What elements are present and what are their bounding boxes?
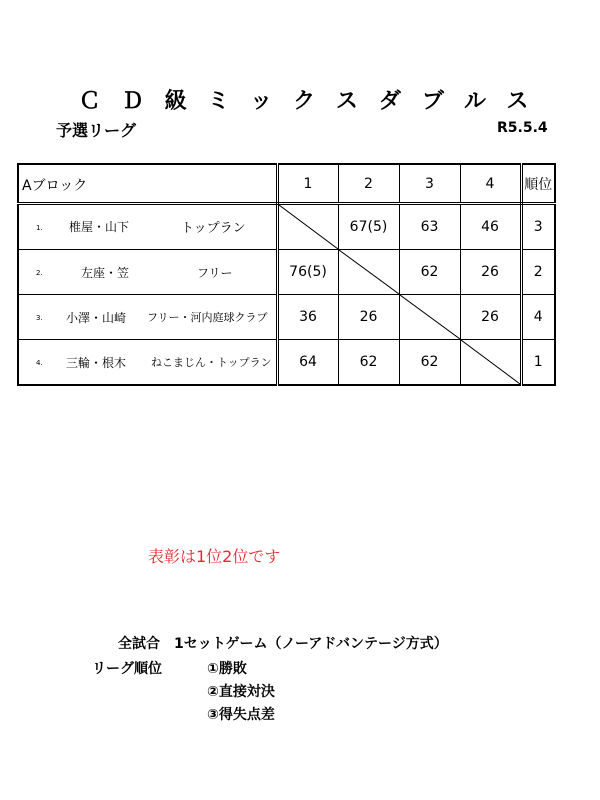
score-cell: 26 bbox=[460, 295, 521, 340]
player-cell bbox=[18, 204, 277, 250]
score-cell-blank bbox=[399, 295, 460, 340]
score-cell-blank bbox=[277, 204, 338, 250]
score-cell-blank bbox=[460, 340, 521, 386]
rank-cell: 3 bbox=[521, 204, 555, 250]
diagonal-line bbox=[339, 250, 399, 294]
player-number: 2. bbox=[36, 269, 43, 277]
table-row bbox=[18, 340, 555, 386]
score-cell: 76(5) bbox=[277, 250, 338, 295]
score-cell: 63 bbox=[399, 204, 460, 250]
page-title: ＣＤ級ミックスダブルス bbox=[78, 89, 550, 114]
player-names: 小澤・山崎 bbox=[66, 311, 127, 325]
score-cell: 26 bbox=[338, 295, 399, 340]
score-cell: 36 bbox=[277, 295, 338, 340]
player-number: 1. bbox=[36, 224, 43, 232]
ranking-criterion: ③得失点差 bbox=[207, 707, 275, 723]
table-row bbox=[18, 204, 555, 250]
player-cell bbox=[18, 340, 277, 386]
player-number: 3. bbox=[36, 314, 43, 322]
score-cell-blank bbox=[338, 250, 399, 295]
score-cell: 62 bbox=[338, 340, 399, 386]
rank-cell: 2 bbox=[521, 250, 555, 295]
player-names: 椎屋・山下 bbox=[69, 220, 130, 234]
player-team: フリー bbox=[197, 266, 233, 280]
column-header-4: 4 bbox=[460, 164, 521, 204]
player-cell bbox=[18, 250, 277, 295]
subtitle: 予選リーグ bbox=[56, 121, 137, 140]
block-label: Aブロック bbox=[18, 164, 277, 204]
player-names: 左座・笠 bbox=[81, 266, 130, 280]
rank-cell: 4 bbox=[521, 295, 555, 340]
score-cell: 46 bbox=[460, 204, 521, 250]
diagonal-line bbox=[400, 295, 460, 339]
column-header-1: 1 bbox=[277, 164, 338, 204]
player-team: フリー・河内庭球クラブ bbox=[147, 311, 268, 324]
ranking-label: リーグ順位 bbox=[92, 661, 162, 677]
column-header-3: 3 bbox=[399, 164, 460, 204]
player-team: トップラン bbox=[181, 221, 246, 236]
date: R5.5.4 bbox=[497, 120, 548, 136]
player-number: 4. bbox=[36, 359, 43, 367]
table-header-row bbox=[18, 164, 555, 204]
diagonal-line bbox=[461, 340, 520, 384]
match-format: 全試合 1セットゲーム（ノーアドバンテージ方式） bbox=[118, 636, 448, 652]
player-team: ねこまじん・トップラン bbox=[151, 356, 272, 369]
score-cell: 62 bbox=[399, 250, 460, 295]
rank-header: 順位 bbox=[521, 164, 555, 204]
player-cell bbox=[18, 295, 277, 340]
table-row bbox=[18, 295, 555, 340]
score-cell: 26 bbox=[460, 250, 521, 295]
table-row bbox=[18, 250, 555, 295]
column-header-2: 2 bbox=[338, 164, 399, 204]
rank-cell: 1 bbox=[521, 340, 555, 386]
ranking-criterion: ①勝敗 bbox=[207, 661, 247, 677]
ranking-criterion: ②直接対決 bbox=[207, 684, 275, 700]
award-note: 表彰は1位2位です bbox=[148, 547, 281, 566]
score-cell: 67(5) bbox=[338, 204, 399, 250]
score-cell: 64 bbox=[277, 340, 338, 386]
league-table bbox=[17, 163, 556, 386]
diagonal-line bbox=[279, 205, 338, 249]
player-names: 三輪・根木 bbox=[66, 356, 127, 370]
score-cell: 62 bbox=[399, 340, 460, 386]
